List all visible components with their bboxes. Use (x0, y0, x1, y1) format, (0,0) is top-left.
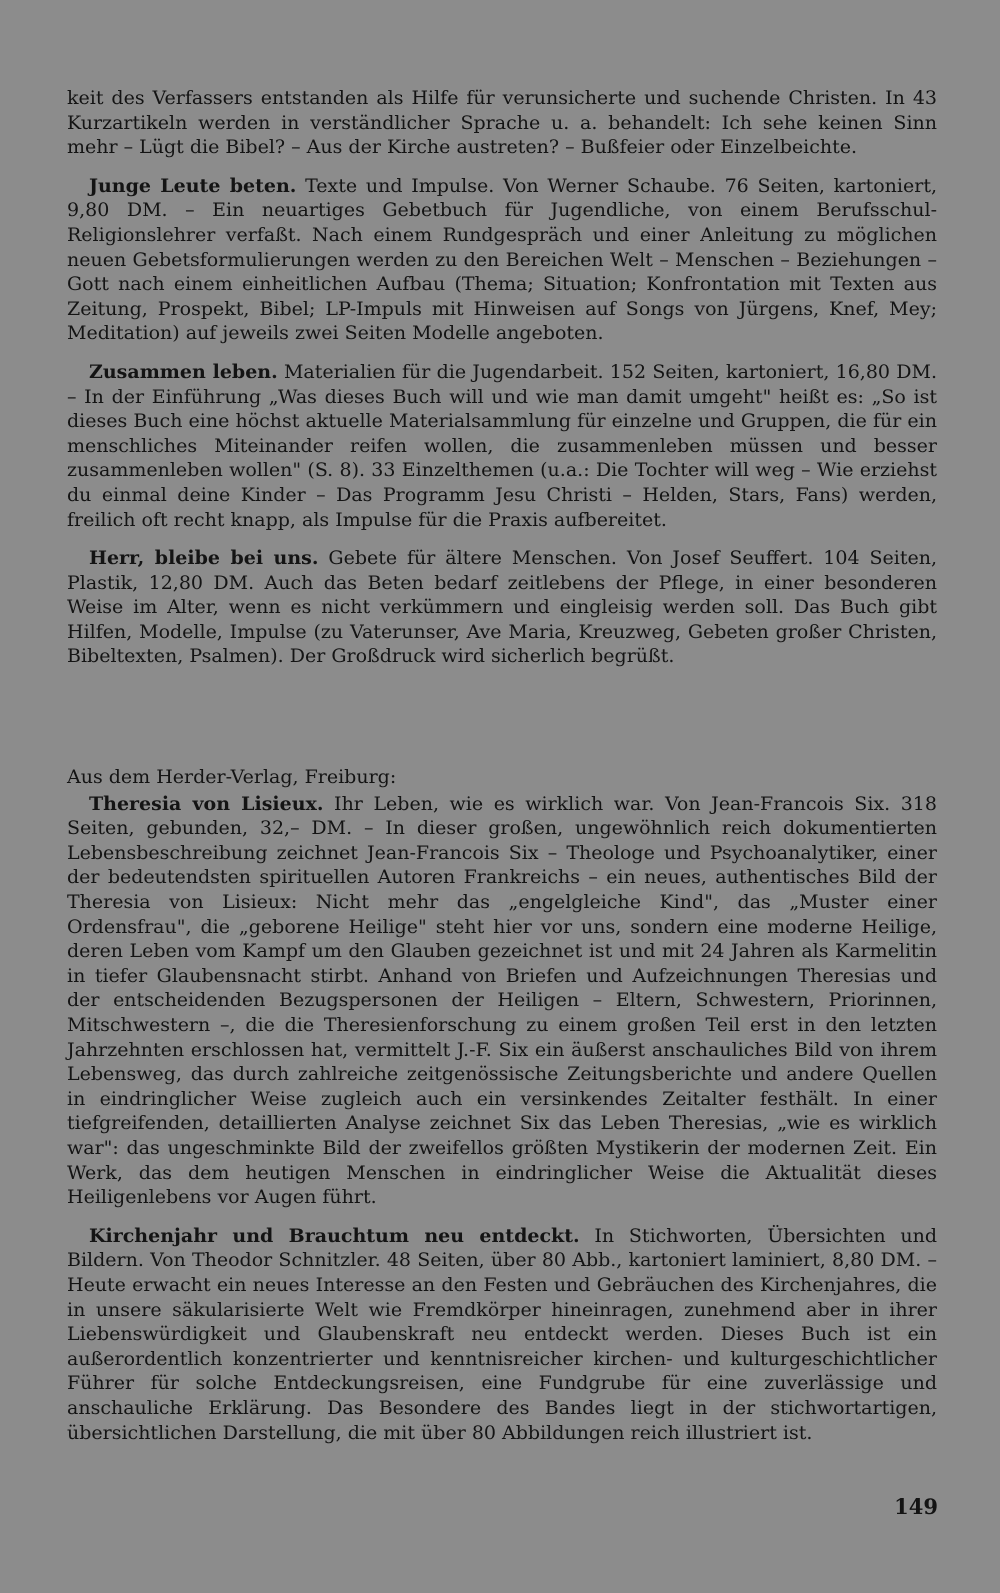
book-description: Ihr Leben, wie es wirklich war. Von Jean-Francois Six. 318 Seiten, gebunden, 32,– DM. – In dieser großen, ungewöhnlich reich dokumentierten Lebensbeschreibung zeichnet Jean-Francois Six – Theologe und Psychoanalytiker, einer der bedeutendsten spirituellen Autoren Frankreichs – ein neues, authentisches Bild der Theresia von Lisieux: Nicht mehr das „engelgleiche Kind", das „Muster einer Ordensfrau", die „geborene Heilige" steht hier vor uns, sondern eine moderne Heilige, deren Leben vom Kampf um den Glauben gezeichnet ist und mit 24 Jahren als Karmelitin in tiefer Glaubensnacht stirbt. Anhand von Briefen und Aufzeichnungen Theresias und der entscheidenden Bezugspersonen der Heiligen – Eltern, Schwestern, Priorinnen, Mitschwestern –, die die Theresienforschung zu einem großen Teil erst in den letzten Jahrzehnten erschlossen hat, vermittelt J.-F. Six ein äußerst anschauliches Bild von ihrem Lebensweg, das durch zahlreiche zeitgenössische Zeitungsberichte und andere Quellen in eindringlicher Weise zugleich auch ein versinkendes Zeitalter festhält. In einer tiefgreifenden, detaillierten Analyse zeichnet Six das Leben Theresias, „wie es wirklich war": das ungeschminkte Bild der zweifellos größten Mystikerin der modernen Zeit. Ein Werk, das dem heutigen Menschen in eindringlicher Weise die Aktualität dieses Heiligenlebens vor Augen führt. (67, 792, 937, 1209)
book-description: In Stichworten, Übersichten und Bildern. Von Theodor Schnitzler. 48 Seiten, über 80 Abb., kartoniert laminiert, 8,80 DM. – Heute erwacht ein neues Interesse an den Festen und Gebräuchen des Kirchenjahres, die in unsere säkularisierte Welt wie Fremdkörper hineinragen, zunehmend aber in ihrer Liebenswürdigkeit und Glaubenskraft neu entdeckt werden. Dieses Buch ist ein außerordentlich konzentrierter und kenntnisreicher kirchen- und kulturgeschichtlicher Führer für solche Entdeckungsreisen, eine Fundgrube für eine zuverlässige und anschauliche Erklärung. Das Besondere des Bandes liegt in der stichwortartigen, übersichtlichen Darstellung, die mit über 80 Abbildungen reich illustriert ist. (67, 1224, 938, 1444)
section-spacer (67, 683, 937, 765)
section-reviews-1 (67, 174, 937, 669)
book-entry (67, 1224, 937, 1445)
page-content (67, 86, 937, 1459)
book-description: Texte und Impulse. Von Werner Schaube. 76 Seiten, kartoniert, 9,80 DM. – Ein neuartiges Gebetbuch für Jugendliche, von einem Berufsschul-Religionslehrer verfaßt. Nach einem Rundgespräch und einer Anleitung zu möglichen neuen Gebetsformulierungen werden zu den Bereichen Welt – Menschen – Beziehungen – Gott nach einem einheitlichen Aufbau (Thema; Situation; Konfrontation mit Texten aus Zeitung, Prospekt, Bibel; LP-Impuls mit Hinweisen auf Songs von Jürgens, Knef, Mey; Meditation) auf jeweils zwei Seiten Modelle angeboten. (67, 174, 937, 345)
book-entry (67, 174, 937, 346)
publisher-heading: Aus dem Herder-Verlag, Freiburg: (67, 766, 397, 789)
section-reviews-2 (67, 765, 937, 1445)
intro-paragraph: keit des Verfassers entstanden als Hilfe für verunsicherte und suchende Christen. In 43 Kurzartikeln werden in verständlicher Sprache u. a. behandelt: Ich sehe keinen Sinn mehr – Lügt die Bibel? – Aus der Kirche austreten? – Bußfeier oder Einzelbeichte. (67, 87, 937, 159)
book-title: Kirchenjahr und Brauchtum neu entdeckt. (89, 1224, 580, 1247)
book-title: Theresia von Lisieux. (89, 792, 324, 815)
book-entry (67, 546, 937, 669)
book-title: Zusammen leben. (89, 360, 278, 383)
book-entry (67, 792, 937, 1210)
book-description: Materialien für die Jugendarbeit. 152 Seiten, kartoniert, 16,80 DM. – In der Einführung „Was dieses Buch will und wie man damit umgeht" heißt es: „So ist dieses Buch eine höchst aktuelle Materialsammlung für einzelne und Gruppen, die für ein menschliches Miteinander reifen wollen, die zusammenleben müssen und besser zusammenleben wollen" (S. 8). 33 Einzelthemen (u.a.: Die Tochter will weg – Wie erziehst du einmal deine Kinder – Das Programm Jesu Christi – Helden, Stars, Fans) werden, freilich oft recht knapp, als Impulse für die Praxis aufbereitet. (67, 360, 937, 531)
page-number: 149 (894, 1494, 938, 1519)
book-title: Herr, bleibe bei uns. (89, 547, 319, 570)
book-description: Gebete für ältere Menschen. Von Josef Seuffert. 104 Seiten, Plastik, 12,80 DM. Auch das Beten bedarf zeitlebens der Pflege, in einer besonderen Weise im Alter, wenn es nicht verkümmern und eingleisig werden soll. Das Buch gibt Hilfen, Modelle, Impulse (zu Vaterunser, Ave Maria, Kreuzweg, Gebeten großer Christen, Bibeltexten, Psalmen). Der Großdruck wird sicherlich begrüßt. (67, 547, 937, 668)
book-entry (67, 360, 937, 532)
book-title: Junge Leute beten. (89, 174, 297, 197)
